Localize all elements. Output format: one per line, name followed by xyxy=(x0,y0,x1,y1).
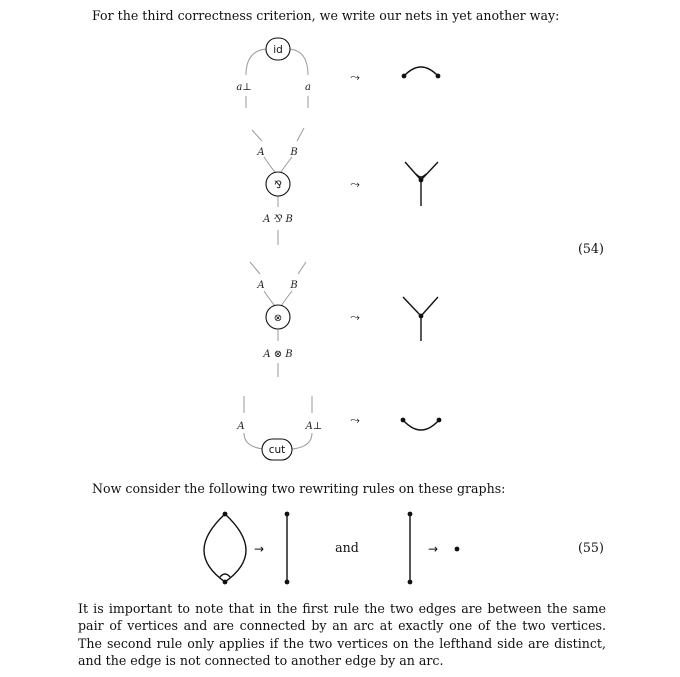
squiggle-arrow-2: ⤳ xyxy=(350,177,360,191)
tensor-graph xyxy=(403,297,438,341)
squiggle-arrow-1: ⤳ xyxy=(350,70,360,84)
and-word: and xyxy=(335,540,359,555)
vertex-dot xyxy=(408,512,413,517)
cut-left-label: A xyxy=(237,421,245,432)
rewrite-arrow-1: → xyxy=(253,542,265,556)
id-right-label: a xyxy=(305,82,311,93)
rewrite-arrow-2: → xyxy=(427,542,439,556)
tensor-symbol: ⊗ xyxy=(273,313,283,324)
par-symbol: ⅋ xyxy=(274,180,282,191)
cut-node-label: cut xyxy=(268,444,286,456)
id-left-label: a⊥ xyxy=(236,82,252,93)
vertex-dot xyxy=(436,74,441,79)
vertex-dot xyxy=(419,314,424,319)
par-bottom-label: A ⅋ B xyxy=(263,214,293,225)
vertex-dot xyxy=(285,580,290,585)
vertex-dot xyxy=(408,580,413,585)
rule-one-lhs xyxy=(204,514,246,582)
consider-paragraph: Now consider the following two rewriting rules on these graphs: xyxy=(92,481,506,496)
vertex-dot xyxy=(285,512,290,517)
tensor-label-a: A xyxy=(257,280,265,291)
tensor-bottom-label: A ⊗ B xyxy=(263,349,293,360)
cut-right-label: A⊥ xyxy=(305,421,323,432)
squiggle-arrow-4: ⤳ xyxy=(350,413,360,427)
arc-graph-cut xyxy=(403,420,439,430)
vertex-dot xyxy=(437,418,442,423)
vertex-dot xyxy=(223,512,228,517)
squiggle-arrow-3: ⤳ xyxy=(350,310,360,324)
intro-paragraph: For the third correctness criterion, we write our nets in yet another way: xyxy=(92,8,560,23)
rule-two-rhs-dot xyxy=(455,547,460,552)
id-node-label: id xyxy=(273,44,283,56)
par-label-a: A xyxy=(257,147,265,158)
tensor-label-b: B xyxy=(290,280,298,291)
equation-number-55: (55) xyxy=(578,540,604,555)
vertex-dot xyxy=(402,74,407,79)
equation-number-54: (54) xyxy=(578,241,604,256)
par-label-b: B xyxy=(290,147,298,158)
vertex-dot xyxy=(419,178,424,183)
final-paragraph: It is important to note that in the first rule the two edges are between the same pair of vertices and are connected by an arc at exactly one of the two vertices. The second rule only applies if the two vertices on the lefthand side are distinct, and the edge is not connected to another edge by an arc. xyxy=(78,601,606,669)
par-graph xyxy=(405,162,438,206)
vertex-dot xyxy=(401,418,406,423)
vertex-dot xyxy=(223,580,228,585)
arc-graph-id xyxy=(404,67,438,76)
